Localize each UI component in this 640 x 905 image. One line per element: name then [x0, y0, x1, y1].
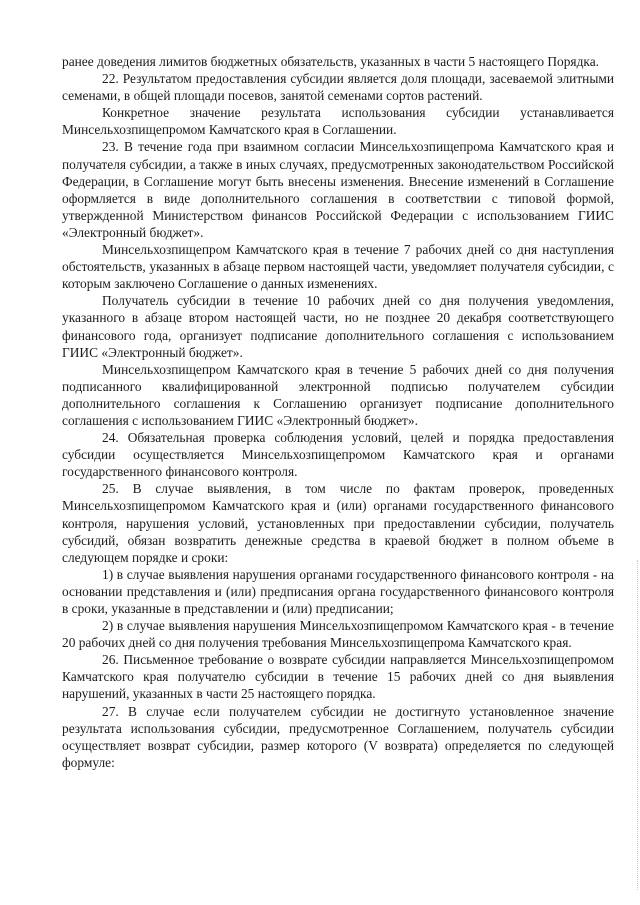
- paragraph-24: 24. Обязательная проверка соблюдения условий, целей и порядка предоставления субсидии осуществляется Минсельхозпищепромом Камчатского края и органами государственного финансового контроля.: [62, 430, 614, 480]
- paragraph-23-recipient-signing: Получатель субсидии в течение 10 рабочих дней со дня получения уведомления, указанного в абзаце втором настоящей части, но не позднее 20 декабря соответствующего финансового года, организует подписание дополнительного соглашения с использованием ГИИС «Электронный бюджет».: [62, 293, 614, 360]
- paragraph-23-ministry-signing: Минсельхозпищепром Камчатского края в течение 5 рабочих дней со дня получения подписанного квалифицированной электронной подписью получателем субсидии дополнительного соглашения к Соглашению организует подписание дополнительного соглашения с использованием ГИИС «Электронный бюджет».: [62, 361, 614, 428]
- paragraph-25: 25. В случае выявления, в том числе по фактам проверок, проведенных Минсельхозпищепромом Камчатского края и (или) органами государственного финансового контроля, нарушения условий, установленных при предоставлении субсидии, получатель субсидий, обязан возвратить денежные средства в краевой бюджет в полном объеме в следующем порядке и сроки:: [62, 481, 614, 565]
- paragraph-27: 27. В случае если получателем субсидии не достигнуто установленное значение результата использования субсидии, предусмотренное Соглашением, получатель субсидии осуществляет возврат субсидии, размер которого (V возврата) определяется по следующей формуле:: [62, 703, 614, 770]
- paragraph-23-notification: Минсельхозпищепром Камчатского края в течение 7 рабочих дней со дня наступления обстоятельств, указанных в абзаце первом настоящей части, уведомляет получателя субсидии, с которым заключено Соглашение о данных изменениях.: [62, 242, 614, 292]
- paragraph-25-item-2: 2) в случае выявления нарушения Минсельхозпищепромом Камчатского края - в течение 20 рабочих дней со дня получения требования Минсельхозпищепрома Камчатского края.: [62, 618, 614, 651]
- document-body: [62, 53, 614, 771]
- paragraph-22-result-value: Конкретное значение результата использования субсидии устанавливается Минсельхозпищепромом Камчатского края в Соглашении.: [62, 105, 614, 138]
- scan-edge-mark: [636, 560, 638, 890]
- paragraph-26: 26. Письменное требование о возврате субсидии направляется Минсельхозпищепромом Камчатского края получателю субсидии в течение 15 рабочих дней со дня выявления нарушений, указанных в части 25 настоящего порядка.: [62, 652, 614, 702]
- paragraph-25-item-1: 1) в случае выявления нарушения органами государственного финансового контроля - на основании представления и (или) предписания органа государственного финансового контроля в сроки, указанные в представлении и (или) предписании;: [62, 566, 614, 616]
- paragraph-22: 22. Результатом предоставления субсидии является доля площади, засеваемой элитными семенами, в общей площади посевов, занятой семенами сортов растений.: [62, 71, 614, 104]
- paragraph-23: 23. В течение года при взаимном согласии Минсельхозпищепрома Камчатского края и получателя субсидии, а также в иных случаях, предусмотренных законодательством Российской Федерации, в Соглашение могут быть внесены изменения. Внесение изменений в Соглашение оформляется в виде дополнительного соглашения в соответствии с типовой формой, утвержденной Министерством финансов Российской Федерации с использованием ГИИС «Электронный бюджет».: [62, 139, 614, 240]
- paragraph-continuation: ранее доведения лимитов бюджетных обязательств, указанных в части 5 настоящего Порядка.: [62, 54, 599, 69]
